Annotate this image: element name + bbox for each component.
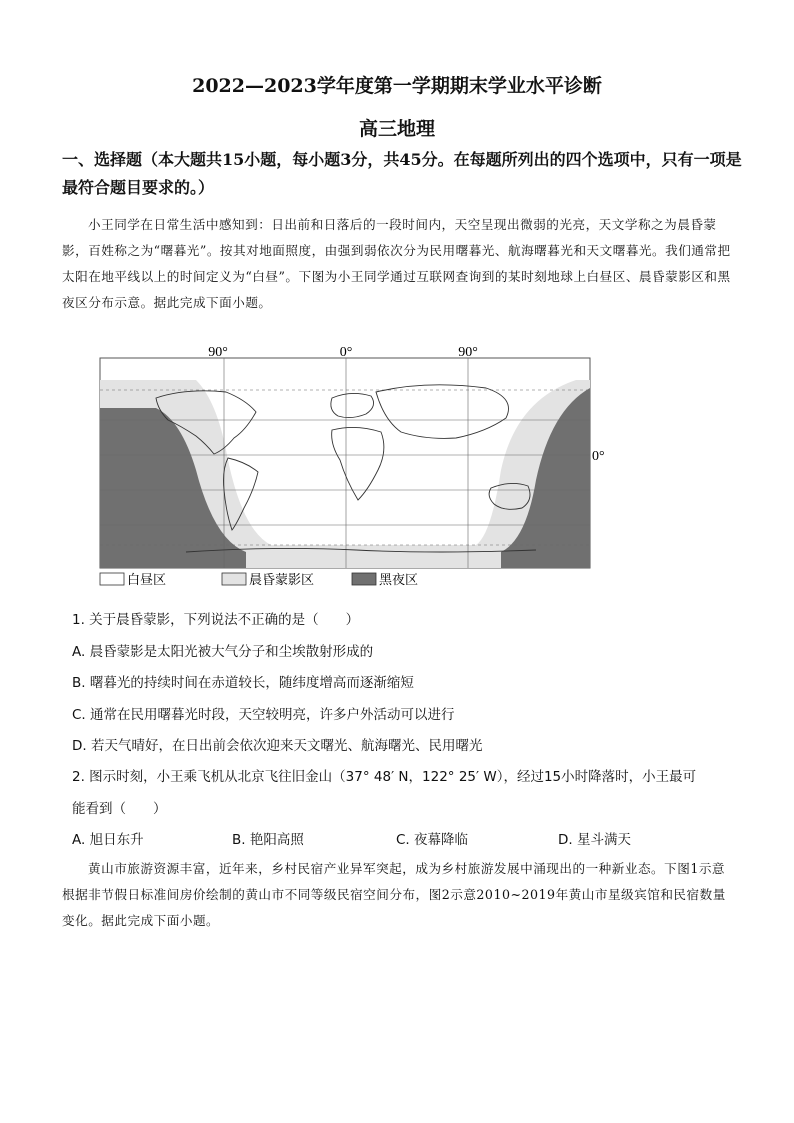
question-2-option-d[interactable]: D. 星斗满天 [558, 832, 631, 848]
legend-label-day: 白昼区 [127, 573, 167, 588]
question-1-option-a[interactable]: A. 晨昏蒙影是太阳光被大气分子和尘埃散射形成的 [72, 644, 374, 660]
lon-label-west-90: 90° [208, 345, 228, 360]
question-2-option-a[interactable]: A. 旭日东升 [72, 832, 144, 848]
page-subtitle: 高三地理 [358, 118, 435, 140]
question-2-stem-line2: 能看到（ ） [72, 801, 167, 817]
question-2-stem-line1: 2. 图示时刻，小王乘飞机从北京飞往旧金山（37° 48′ N，122° 25′ W），经过15小时降落时，小王最可 [72, 769, 697, 785]
question-1-option-b[interactable]: B. 曙暮光的持续时间在赤道较长，随纬度增高而逐渐缩短 [72, 675, 414, 691]
legend-swatch-day [100, 573, 124, 585]
lat-label-equator: 0° [592, 449, 605, 464]
question-1-stem: 1. 关于晨昏蒙影，下列说法不正确的是（ ） [72, 612, 360, 628]
passage-2: 黄山市旅游资源丰富，近年来，乡村民宿产业异军突起，成为乡村旅游发展中涌现出的一种新业态。下图1示意根据非节假日标准间房价绘制的黄山市不同等级民宿空间分布，图2示意2010~2019年黄山市星级宾馆和民宿数量变化。据此完成下面小题。 [62, 861, 726, 928]
world-map-figure [96, 340, 616, 590]
question-1-option-c[interactable]: C. 通常在民用曙暮光时段，天空较明亮，许多户外活动可以进行 [72, 707, 455, 723]
section-heading: 一、选择题（本大题共15小题，每小题3分，共45分。在每题所列出的四个选项中，只有一项是最符合题目要求的。） [62, 150, 742, 197]
question-2-option-c[interactable]: C. 夜幕降临 [396, 832, 469, 848]
legend-swatch-twilight [222, 573, 246, 585]
legend-label-night: 黑夜区 [379, 573, 419, 588]
map-legend [100, 572, 418, 588]
lon-label-0: 0° [339, 345, 353, 360]
legend-label-twilight: 晨昏蒙影区 [249, 573, 315, 588]
lon-label-east-90: 90° [458, 345, 478, 360]
question-1-option-d[interactable]: D. 若天气晴好，在日出前会依次迎来天文曙光、航海曙光、民用曙光 [72, 738, 483, 754]
question-2-option-b[interactable]: B. 艳阳高照 [232, 832, 304, 848]
page-title: 2022—2023学年度第一学期期末学业水平诊断 [192, 75, 602, 97]
legend-swatch-night [352, 573, 376, 585]
passage-1: 小王同学在日常生活中感知到：日出前和日落后的一段时间内，天空呈现出微弱的光亮，天文学称之为晨昏蒙影，百姓称之为“曙暮光”。按其对地面照度，由强到弱依次分为民用曙暮光、航海曙暮光和天文曙暮光。我们通常把太阳在地平线以上的时间定义为“白昼”。下图为小王同学通过互联网查询到的某时刻地球上白昼区、晨昏蒙影区和黑夜区分布示意。据此完成下面小题。 [62, 217, 731, 310]
